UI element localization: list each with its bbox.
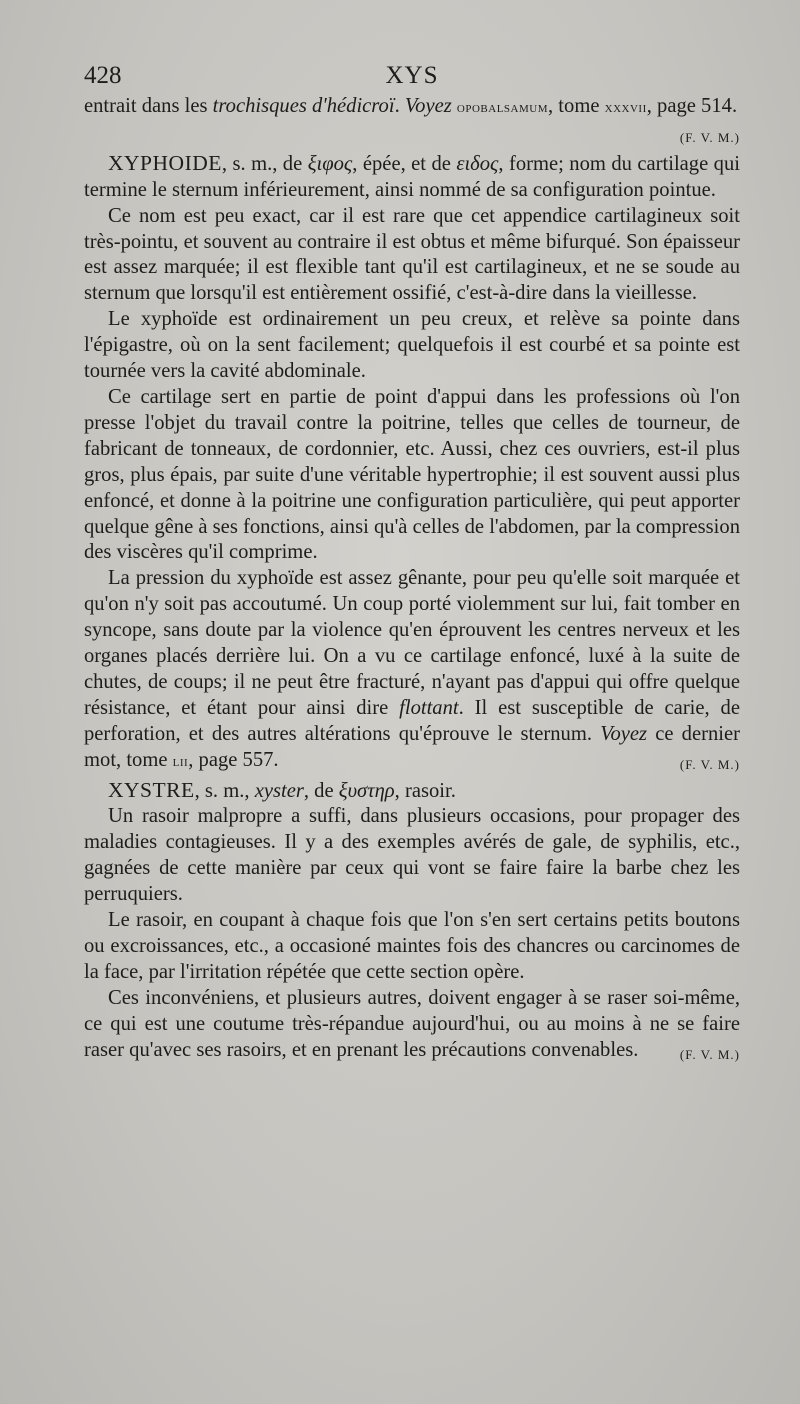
text-run: ξιφος: [307, 152, 353, 175]
paragraph-xyphoide: [84, 151, 740, 204]
paragraph-prev: [84, 94, 740, 151]
text-run: ξυστηρ: [338, 779, 395, 802]
text-run: trochisques d'hédicroï: [212, 95, 395, 117]
text-run: Ce nom est peu exact, car il est rare que cet appendice cartilagineux soit très-pointu, et souvent au contraire il est obtus et même bifurqué. Son épaisseur est assez marquée; il est flexible tant qu'il est cartilagineux, et ne se soude au sternum que lorsqu'il est entièrement ossifié, c'est-à-dire dans la vieillesse.: [84, 204, 740, 305]
paragraph-p3: [84, 307, 740, 385]
text-run: , rasoir.: [394, 779, 456, 802]
paragraph-p9: [84, 986, 740, 1068]
text-run: . Il est susceptible de carie, de perforation, et des autres altérations qu'éprouve le sternum.: [84, 696, 740, 745]
author-signature: (F. V. M.): [679, 1046, 740, 1062]
paragraph-p7: [84, 804, 740, 908]
running-head: XYS: [385, 62, 439, 89]
paragraph-p4: [84, 385, 740, 566]
text-run: xyster: [254, 779, 304, 802]
text-run: entrait dans les: [84, 95, 213, 117]
paragraph-xystre: [84, 778, 740, 805]
text-run: Ce cartilage sert en partie de point d'appui dans les professions où l'on presse l'objet du travail contre la poitrine, telles que celles de tourneur, de fabricant de tonneaux, de cordonnier, etc. Aussi, chez ces ouvriers, est-il plus gros, plus épais, par suite d'une véritable hypertrophie; il est souvent aussi plus enfoncé, et donne à la poitrine une configuration particulière, qui peut apporter quelque gêne à ses fonctions, ainsi qu'à celles de l'abdomen, par la compression des viscères qu'il comprime.: [84, 385, 740, 564]
headword: XYSTRE: [108, 777, 195, 802]
author-signature: (F. V. M.): [679, 756, 740, 772]
text-run: opobalsamum: [456, 99, 548, 116]
text-run: , de: [303, 779, 339, 802]
text-run: , s. m., de: [221, 152, 308, 175]
text-run: , page 514.: [646, 95, 738, 117]
paragraph-p8: [84, 908, 740, 986]
page-header: [84, 62, 740, 94]
paragraph-p2: [84, 204, 740, 308]
author-signature: (F. V. M.): [679, 129, 740, 145]
text-run: Voyez: [600, 722, 648, 745]
text-run: xxxvii: [604, 99, 647, 116]
text-run: , épée, et de: [352, 152, 457, 175]
text-run: Le xyphoïde est ordinairement un peu creux, et relève sa pointe dans l'épigastre, où on la sent facilement; quelquefois il est courbé et sa pointe est tournée vers la cavité abdominale.: [84, 308, 740, 383]
text-run: Voyez: [404, 95, 452, 117]
text-run: , s. m.,: [194, 779, 255, 802]
text-run: ce dernier mot, tome: [84, 722, 740, 771]
text-run: Un rasoir malpropre a suffi, dans plusieurs occasions, pour propager des maladies contagieuses. Il y a des exemples avérés de gale, de syphilis, etc., gagnées de cette manière par ceux qui vont se faire faire la barbe chez les perruquiers.: [84, 805, 740, 906]
paragraph-p5: [84, 566, 740, 777]
text-run: lii: [172, 752, 189, 770]
text-run: .: [394, 95, 405, 117]
text-run: , forme; nom du cartilage qui termine le sternum inférieurement, ainsi nommé de sa configuration pointue.: [84, 152, 740, 201]
text-run: flottant: [399, 696, 459, 719]
page-number: 428: [84, 62, 122, 89]
text-run: Le rasoir, en coupant à chaque fois que l'on s'en sert certains petits boutons ou excroissances, etc., a occasioné maintes fois des chancres ou carcinomes de la face, par l'irritation répétée que cette section opère.: [84, 909, 740, 983]
text-run: , tome: [548, 95, 605, 117]
text-run: Ces inconvéniens, et plusieurs autres, doivent engager à se raser soi-même, ce qui est une coutume très-répandue aujourd'hui, ou au moins à ne se faire raser qu'avec ses rasoirs, et en prenant les précautions convenables.: [84, 986, 740, 1061]
text-run: , page 557.: [188, 748, 279, 771]
text-run: ειδος: [456, 152, 499, 175]
body-text: [84, 94, 740, 1068]
headword: XYPHOIDE: [108, 150, 222, 175]
text-run: La pression du xyphoïde est assez gênante, pour peu qu'elle soit marquée et qu'on n'y soit pas accoutumé. Un coup porté violemment sur lui, fait tomber en syncope, sans doute par la violence qu'en éprouvent les centres nerveux et les organes placés derrière lui. On a vu ce cartilage enfoncé, luxé à la suite de chutes, de coups; il ne peut être fracturé, n'ayant pas d'appui qui offre quelque résistance, et étant pour ainsi dire: [84, 567, 740, 719]
